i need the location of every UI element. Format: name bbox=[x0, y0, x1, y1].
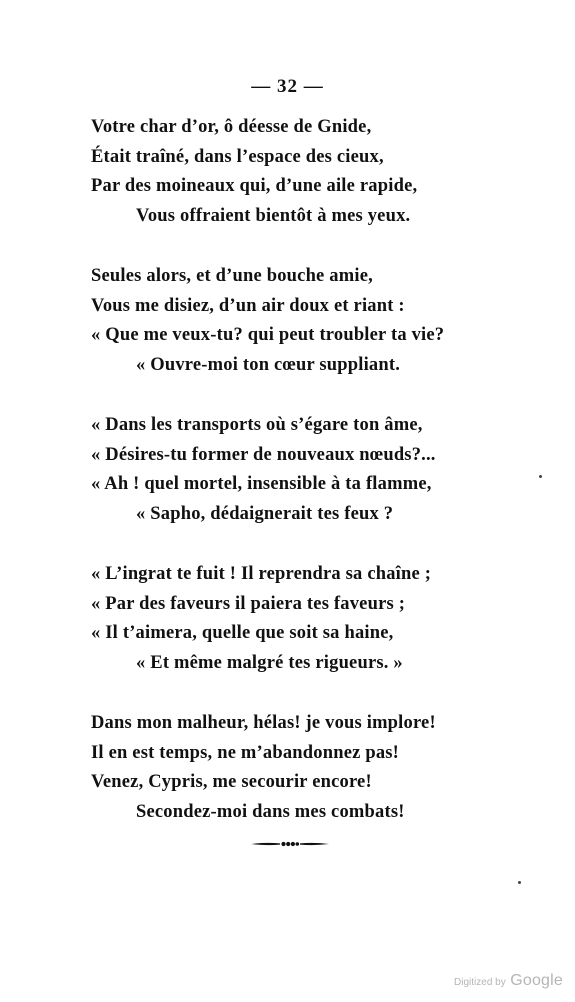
watermark-prefix: Digitized by bbox=[454, 977, 506, 988]
page-number: — 32 — bbox=[251, 76, 324, 97]
stanza-3 bbox=[91, 411, 531, 529]
ornament-divider-icon bbox=[250, 837, 330, 851]
verse-line: Seules alors, et d’une bouche amie, bbox=[91, 266, 373, 286]
ink-speck bbox=[539, 475, 542, 478]
verse-line-indented: Secondez-moi dans mes combats! bbox=[136, 801, 405, 822]
verse-line: Par des moineaux qui, d’une aile rapide, bbox=[91, 176, 418, 196]
verse-line-indented: « Sapho, dédaignerait tes feux ? bbox=[136, 503, 394, 524]
stanza-2 bbox=[91, 262, 531, 380]
verse-line: Venez, Cypris, me secourir encore! bbox=[91, 772, 372, 792]
verse-line: « Par des faveurs il paiera tes faveurs ; bbox=[91, 593, 406, 614]
verse-line: « L’ingrat te fuit ! Il reprendra sa chaîne ; bbox=[91, 564, 432, 584]
verse-line: « Dans les transports où s’égare ton âme, bbox=[91, 415, 423, 435]
watermark-brand: Google bbox=[510, 972, 563, 989]
verse-line: « Il t’aimera, quelle que soit sa haine, bbox=[91, 623, 394, 643]
poem bbox=[91, 113, 531, 858]
stanza-1 bbox=[91, 113, 531, 231]
digitized-by-watermark bbox=[454, 972, 563, 990]
ink-speck bbox=[518, 881, 521, 884]
stanza-5 bbox=[91, 709, 531, 827]
verse-line: Il en est temps, ne m’abandonnez pas! bbox=[91, 742, 400, 763]
verse-line-indented: « Et même malgré tes rigueurs. » bbox=[136, 652, 403, 673]
verse-line: « Ah ! quel mortel, insensible à ta flamme, bbox=[91, 474, 432, 494]
stanza-4 bbox=[91, 560, 531, 678]
verse-line: Était traîné, dans l’espace des cieux, bbox=[91, 146, 384, 167]
verse-line: « Que me veux-tu? qui peut troubler ta vie? bbox=[91, 325, 445, 345]
verse-line: « Désires-tu former de nouveaux nœuds?... bbox=[91, 444, 436, 465]
verse-line-indented: Vous offraient bientôt à mes yeux. bbox=[136, 205, 411, 226]
verse-line: Votre char d’or, ô déesse de Gnide, bbox=[91, 117, 372, 137]
verse-line: Vous me disiez, d’un air doux et riant : bbox=[91, 295, 405, 316]
verse-line-indented: « Ouvre-moi ton cœur suppliant. bbox=[136, 354, 401, 375]
verse-line: Dans mon malheur, hélas! je vous implore! bbox=[91, 713, 436, 733]
